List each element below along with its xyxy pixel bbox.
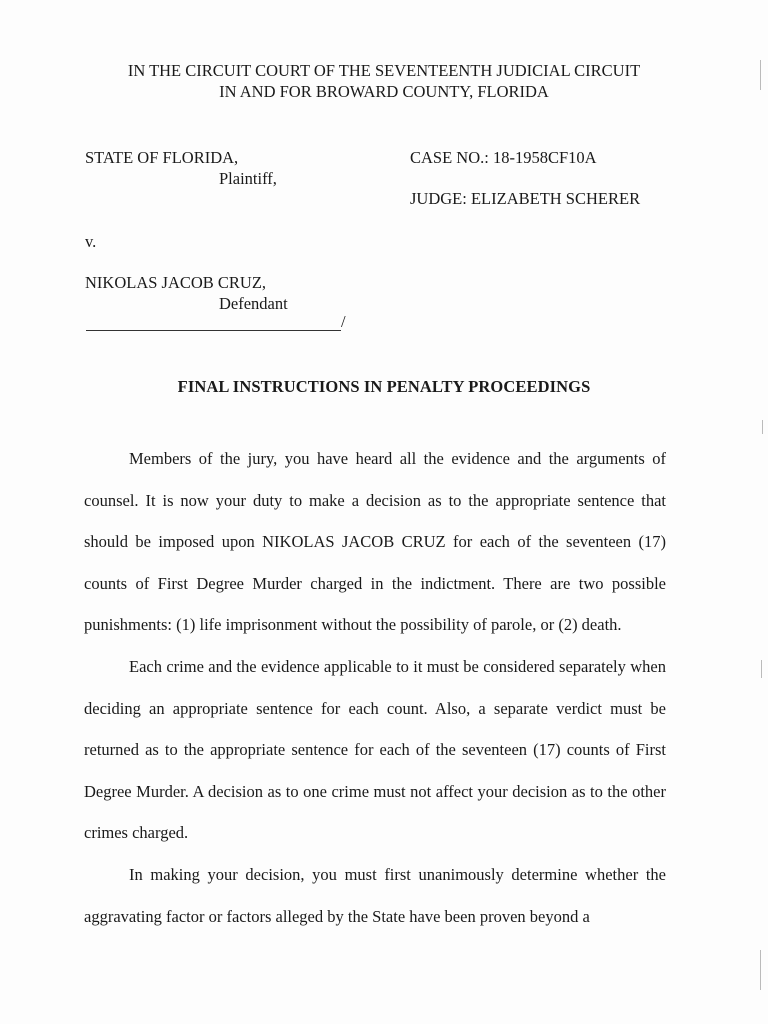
court-line-2: IN AND FOR BROWARD COUNTY, FLORIDA (219, 82, 549, 101)
plaintiff-name: STATE OF FLORIDA, (85, 148, 239, 167)
paragraph-1: Members of the jury, you have heard all the evidence and the arguments of counsel. It is now your duty to make a decision as to the appropriate sentence that should be imposed upon NIKOLAS JACOB CRUZ for each of the seventeen (17) counts of First Degree Murder charged in the indictment. There are two possible punishments: (1) life imprisonment without the possibility of parole, or (2) death. (84, 449, 666, 635)
body-text (84, 438, 666, 937)
defendant-name: NIKOLAS JACOB CRUZ, (85, 273, 267, 292)
versus-label: v. (85, 232, 97, 251)
plaintiff-role: Plaintiff, (219, 169, 277, 188)
scan-artifact (760, 60, 761, 90)
scan-artifact (761, 660, 762, 678)
court-header (0, 60, 768, 102)
case-number: CASE NO.: 18-1958CF10A (410, 148, 597, 167)
document-title: FINAL INSTRUCTIONS IN PENALTY PROCEEDINGS (177, 377, 591, 396)
court-line-1: IN THE CIRCUIT COURT OF THE SEVENTEENTH JUDICIAL CIRCUIT (127, 61, 641, 80)
paragraph-2: Each crime and the evidence applicable to it must be considered separately when deciding an appropriate sentence for each count. Also, a separate verdict must be returned as to the appropriate sentence for each of the seventeen (17) counts of First Degree Murder. A decision as to one crime must not affect your decision as to the other crimes charged. (84, 656, 666, 843)
paragraph-3: In making your decision, you must first unanimously determine whether the aggravating factor or factors alleged by the State have been proven beyond a (84, 864, 666, 926)
judge-name: JUDGE: ELIZABETH SCHERER (410, 189, 641, 208)
caption-slash: / (341, 312, 346, 331)
scan-artifact (762, 420, 763, 434)
caption-underline (86, 330, 341, 331)
scan-artifact (760, 950, 761, 990)
defendant-role: Defendant (219, 294, 288, 313)
